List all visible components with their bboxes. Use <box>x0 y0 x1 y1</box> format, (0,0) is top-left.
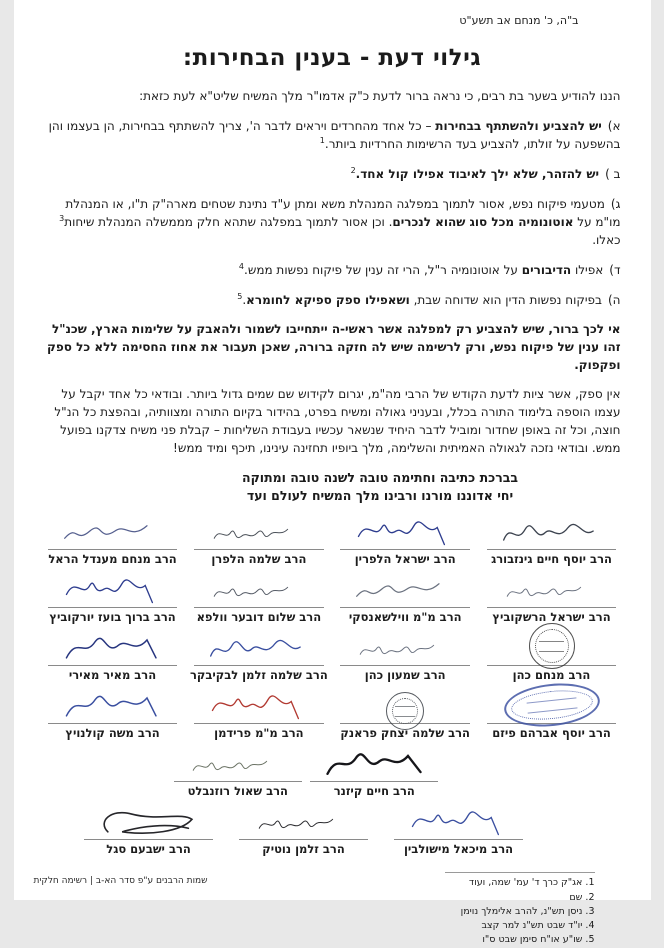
signature-line <box>174 781 302 782</box>
signature-art <box>190 629 328 665</box>
signature-art <box>483 513 621 549</box>
signature-scribble <box>55 573 171 607</box>
signer-name: הרב שלמה יצחק פראנק <box>340 726 470 740</box>
proclamation-document <box>14 0 651 900</box>
ruling-item <box>44 261 621 279</box>
signature-row <box>44 571 621 624</box>
signer-name: הרב מאיר מאירי <box>69 668 156 682</box>
item-marker: ג) <box>611 197 621 211</box>
item-text: בפיקוח נפשות הדין הוא שדוחה שבת, ושאפילו ספק ספיקא לחומרא.$^5$ <box>237 293 602 307</box>
footnote-item: 4. יו"ד שבט תש"נ למר קצב <box>44 919 595 933</box>
signature-scribble <box>201 631 317 665</box>
signature-art <box>44 629 182 665</box>
signature-block <box>190 571 328 624</box>
signer-name: הרב ישבעם סגל <box>106 842 191 856</box>
signature-block <box>483 571 621 624</box>
footnote-item: 1. אג"ק כרך ד' עמ' שמה, ועוד <box>44 876 595 890</box>
rulings-list <box>44 117 621 309</box>
signature-scribble <box>347 573 463 607</box>
signature-line <box>194 723 324 724</box>
signer-name: הרב שמעון כהן <box>365 668 446 682</box>
signature-line <box>340 665 470 666</box>
blessing-block <box>92 469 664 505</box>
footnote-marker: 3 <box>59 214 64 223</box>
item-marker: ב ) <box>605 167 620 181</box>
signature-block <box>190 513 328 566</box>
signature-art <box>483 571 621 607</box>
signature-scribble <box>55 631 171 665</box>
item-text: יש להזהר, שלא ילך לאיבוד אפילו קול אחד.$^2$ <box>351 167 600 181</box>
signatures-section <box>44 513 621 856</box>
signature-block <box>44 629 182 682</box>
signer-name: הרב זלמן נוטיק <box>262 842 345 856</box>
ruling-item <box>44 117 621 153</box>
signature-line <box>340 607 470 608</box>
signature-block <box>190 687 328 740</box>
footnote-item: 2. שם <box>44 891 595 905</box>
signature-art <box>390 803 528 839</box>
signature-art <box>80 803 218 839</box>
signature-row <box>44 513 621 566</box>
signature-art <box>190 513 328 549</box>
signature-scribble <box>201 689 317 723</box>
rabbinic-stamp <box>386 692 424 730</box>
footnotes-list <box>44 876 595 947</box>
signer-name: הרב שלמה הלפרן <box>211 552 306 566</box>
signature-scribble <box>91 805 207 839</box>
footnote-marker: 2 <box>351 166 356 175</box>
rabbinic-stamp <box>529 623 575 669</box>
signature-line <box>194 549 324 550</box>
signature-block <box>44 687 182 740</box>
ruling-item <box>44 291 621 309</box>
conclusion-bold-paragraph: אי לכך ברור, שיש להצביע רק למפלגה אשר ראשי-ה ייתחייבו לשמור ולהאבק על שלימות הארץ, שכנ"ל זהו ענין של פיקוח נפש, ורק לרשימה שיש לה חזקה ברורה, שאכן תעבור את אחוז החסימה ללא כל ספק ופקפוק. <box>44 320 621 374</box>
signer-name: הרב מנחם מענדל הראל <box>48 552 176 566</box>
signature-row <box>170 745 443 798</box>
signer-name: הרב יוסף אברהם פיזם <box>492 726 611 740</box>
signature-block <box>235 803 373 856</box>
signature-line <box>340 549 470 550</box>
ruling-item <box>44 195 621 249</box>
item-marker: ד) <box>609 263 620 277</box>
signature-row <box>44 629 621 682</box>
signature-block <box>44 513 182 566</box>
signature-art <box>235 803 373 839</box>
signature-scribble <box>55 689 171 723</box>
signature-line <box>48 607 178 608</box>
signature-art <box>44 513 182 549</box>
signer-name: הרב מ"מ ווילשאנסקי <box>349 610 462 624</box>
signature-scribble <box>316 747 432 781</box>
signer-name: הרב מנחם כהן <box>513 668 591 682</box>
signature-art <box>483 629 621 665</box>
closing-paragraph: אין ספק, אשר ציות לדעת הקודש של הרבי מה"מ, יגרום לקידוש שם שמים גדול ביותר. ובודאי כל אחד יקבל על עצמו הוספה בלימוד התורה בכלל, ובעניני גאולה ומשיח בפרט, בהידור בקיום התורה ומצוותיה, ובהפצת כל הנ"ל חוצה, וכל זה באופן שחדור ומוביל לדבר היחיד שנשאר עכשיו בעבודת השליחות – קבלת פני משיח צדקנו בפועל ממש. ובודאי נזכה לגאולה האמיתית והשלימה, מלך ביופיו תחזינה עינינו, תיכף ומיד ממש! <box>44 385 621 457</box>
item-text: מטעמי פיקוח נפש, אסור לתמוך במפלגה המנהלת משא ומתן ע"ד נתינת שטחים מארה"ק ת"ו, או המנהלת מו"מ על אוטונומיה מכל סוג שהוא לנכרים. וכן אסור לתמוך במפלגה שתהא חלק מממשלה המנהלת שיחות$^3$ כאלו. <box>59 197 620 247</box>
signature-block <box>80 803 218 856</box>
signature-art <box>306 745 443 781</box>
signer-name: הרב משה קולנויץ <box>65 726 159 740</box>
signature-line <box>194 607 324 608</box>
signature-art <box>170 745 307 781</box>
signer-name: הרב יוסף חיים גינזבורג <box>491 552 612 566</box>
signature-scribble <box>180 747 296 781</box>
signer-name: הרב ברוך בועז יורקוביץ <box>49 610 175 624</box>
signer-name: הרב שלום דובער וולפא <box>197 610 322 624</box>
footnote-divider <box>445 872 595 873</box>
signature-art <box>336 687 474 723</box>
document-title: גילוי דעת - בענין הבחירות: <box>44 45 621 71</box>
signature-block <box>336 513 474 566</box>
signature-line <box>48 723 178 724</box>
item-marker: ה) <box>608 293 621 307</box>
signature-block <box>390 803 528 856</box>
signer-name: הרב מיכאל מישולבין <box>404 842 513 856</box>
signature-scribble <box>246 805 362 839</box>
signature-art <box>336 571 474 607</box>
signature-block <box>190 629 328 682</box>
signature-block <box>44 571 182 624</box>
signature-art <box>44 687 182 723</box>
signer-name: הרב חיים קיזנר <box>334 784 415 798</box>
partial-list-note: שמות הרבנים ע"פ סדר הא-ב | רשימה חלקית <box>34 876 208 886</box>
signer-name: הרב ישראל הלפרין <box>355 552 456 566</box>
footnote-marker: 4 <box>239 262 244 271</box>
item-marker: א) <box>608 119 621 133</box>
signature-line <box>487 549 617 550</box>
signature-art <box>336 513 474 549</box>
signature-line <box>239 839 369 840</box>
signature-scribble <box>401 805 517 839</box>
footnote-item: 5. שו"ע או"ח סימן שבט ס"ו <box>44 933 595 947</box>
ruling-item <box>44 165 621 183</box>
signature-art <box>483 687 621 723</box>
signature-line <box>48 665 178 666</box>
signature-block <box>483 629 621 682</box>
signature-scribble <box>55 515 171 549</box>
signature-scribble <box>347 631 463 665</box>
signature-line <box>84 839 214 840</box>
signature-block <box>336 629 474 682</box>
signature-scribble <box>201 573 317 607</box>
signer-name: הרב שלמה זלמן לבקיבקר <box>190 668 328 682</box>
signature-block <box>336 571 474 624</box>
signature-art <box>190 571 328 607</box>
signature-line <box>310 781 438 782</box>
footnote-marker: 5 <box>237 292 242 301</box>
signature-block <box>336 687 474 740</box>
signature-block <box>483 687 621 740</box>
signer-name: הרב מ"מ פרידמן <box>214 726 303 740</box>
signature-row <box>80 803 528 856</box>
signature-block <box>170 745 307 798</box>
signature-art <box>190 687 328 723</box>
footnote-item: 3. ניסן תש"נ, להרב אלימלך נוימן <box>44 905 595 919</box>
signature-block <box>306 745 443 798</box>
blessing-line-1: בברכת כתיבה וחתימה טובה לשנה טובה ומתוקה <box>92 469 664 487</box>
signature-scribble <box>201 515 317 549</box>
signature-line <box>394 839 524 840</box>
signature-art <box>336 629 474 665</box>
signature-scribble <box>494 573 610 607</box>
signature-block <box>483 513 621 566</box>
signature-line <box>48 549 178 550</box>
footnote-marker: 1 <box>320 136 325 145</box>
item-text: יש להצביע ולהשתתף בבחירות – כל אחד מהחרדים ויראים לדבר ה', צריך להשתתף בבחירות, הן בעצמו והן בהשפעה על זולתו, להצביע בעד הרשימות החרדיות ביותר.$^1$ <box>49 119 621 151</box>
signature-scribble <box>347 515 463 549</box>
signature-scribble <box>494 515 610 549</box>
blessing-line-2: יחי אדוננו מורנו ורבינו מלך המשיח לעולם ועד <box>92 487 664 505</box>
item-text: אפילו הדיבורים על אוטונומיה ר"ל, הרי זה ענין של פיקוח נפשות ממש.$^4$ <box>239 263 603 277</box>
signer-name: הרב שאול רוזנבלט <box>188 784 288 798</box>
signature-art <box>44 571 182 607</box>
signature-line <box>194 665 324 666</box>
signature-row <box>44 687 621 740</box>
signer-name: הרב ישראל הרשקוביץ <box>492 610 610 624</box>
hebrew-date-line: ב"ה, כ' מנחם אב תשע"ט <box>44 14 579 27</box>
signature-line <box>487 607 617 608</box>
intro-paragraph: הננו להודיע בשער בת רבים, כי נראה ברור לדעת כ"ק אדמו"ר מלך המשיח שליט"א לעת כזאת: <box>44 87 621 105</box>
